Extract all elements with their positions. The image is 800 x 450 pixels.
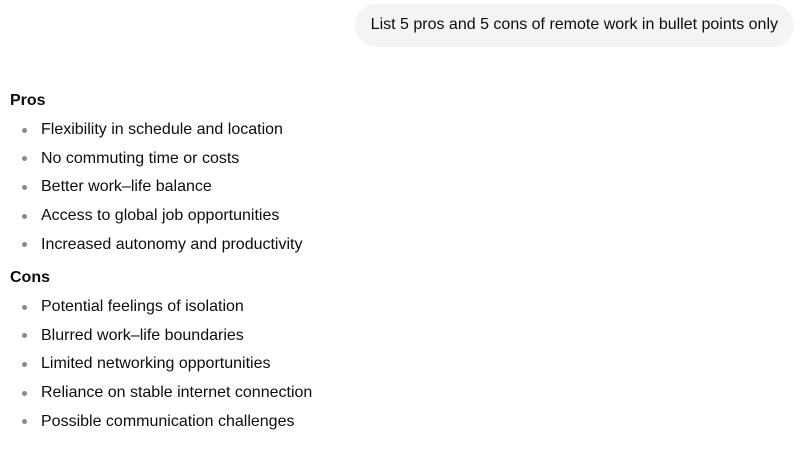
bullet-icon [22, 419, 27, 424]
bullet-icon [22, 391, 27, 396]
cons-item-text: Blurred work–life boundaries [41, 326, 244, 344]
cons-item-text: Limited networking opportunities [41, 355, 271, 373]
bullet-icon [22, 362, 27, 367]
pros-list-item [10, 230, 770, 259]
cons-list-item [10, 322, 770, 351]
pros-heading: Pros [10, 92, 46, 109]
pros-item-text: Flexibility in schedule and location [41, 121, 283, 139]
cons-list [10, 293, 770, 436]
bullet-icon [22, 333, 27, 338]
bullet-icon [22, 305, 27, 310]
pros-item-text: No commuting time or costs [41, 149, 240, 167]
cons-list-item [10, 293, 770, 322]
user-message-bubble [355, 4, 794, 47]
cons-list-item [10, 379, 770, 408]
pros-list-item [10, 116, 770, 145]
cons-list-item [10, 350, 770, 379]
pros-list-item [10, 173, 770, 202]
bullet-icon [22, 128, 27, 133]
cons-item-text: Possible communication challenges [41, 412, 295, 430]
pros-list-item [10, 202, 770, 231]
user-message-text: List 5 pros and 5 cons of remote work in bullet points only [370, 16, 778, 33]
cons-item-text: Potential feelings of isolation [41, 298, 244, 316]
cons-item-text: Reliance on stable internet connection [41, 384, 313, 402]
pros-item-text: Better work–life balance [41, 178, 212, 196]
pros-item-text: Access to global job opportunities [41, 207, 280, 225]
cons-list-item [10, 407, 770, 436]
assistant-response [10, 90, 770, 436]
cons-heading: Cons [10, 268, 50, 286]
pros-list [10, 116, 770, 259]
pros-item-text: Increased autonomy and productivity [41, 235, 303, 253]
pros-list-item [10, 145, 770, 174]
bullet-icon [22, 156, 27, 161]
bullet-icon [22, 185, 27, 190]
bullet-icon [22, 214, 27, 219]
bullet-icon [22, 242, 27, 247]
